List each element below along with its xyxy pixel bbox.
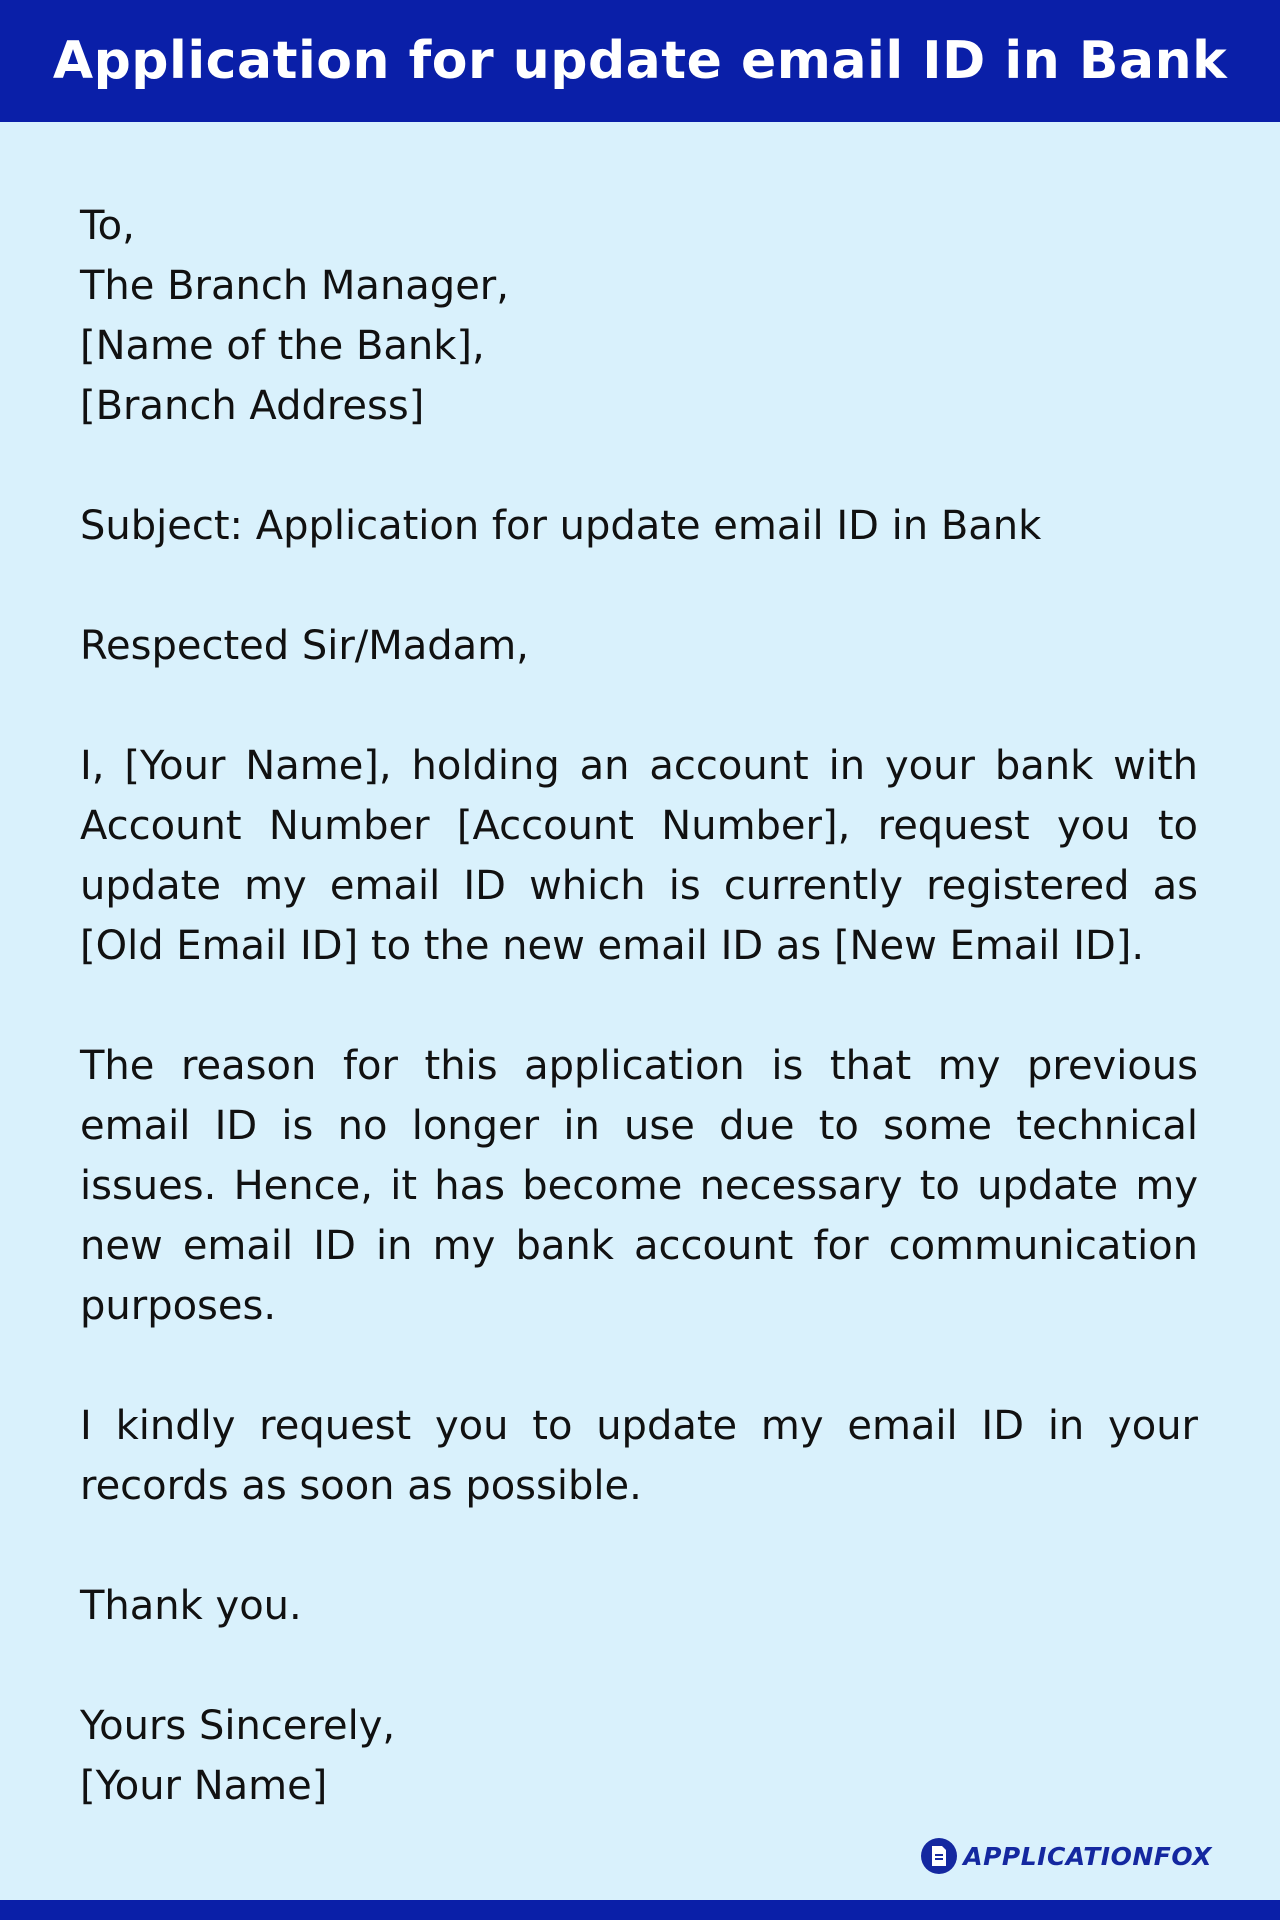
- letter-body: [80, 196, 1198, 1816]
- page-title: Application for update email ID in Bank: [52, 31, 1228, 91]
- brand-logo: [921, 1838, 1212, 1874]
- address-line: To,: [80, 203, 135, 249]
- address-line: [Name of the Bank],: [80, 323, 485, 369]
- footer-bar: [0, 1900, 1280, 1920]
- document-icon: [921, 1838, 957, 1874]
- thanks-line: Thank you.: [80, 1583, 302, 1629]
- header-banner: [0, 0, 1280, 122]
- brand-logo-text: APPLICATIONFOX: [963, 1841, 1212, 1871]
- address-line: [Branch Address]: [80, 383, 425, 429]
- closing-line: Yours Sincerely,: [80, 1703, 396, 1749]
- address-line: The Branch Manager,: [80, 263, 509, 309]
- paragraph-request: I, [Your Name], holding an account in your bank with Account Number [Account Number], request you to update my email ID which is currently registered as [Old Email ID] to the new email ID as [New Email ID].: [80, 743, 1198, 969]
- subject-line: Subject: Application for update email ID in Bank: [80, 503, 1042, 549]
- paragraph-closing-request: I kindly request you to update my email ID in your records as soon as possible.: [80, 1403, 1198, 1509]
- paragraph-reason: The reason for this application is that my previous email ID is no longer in use due to some technical issues. Hence, it has become necessary to update my new email ID in my bank account for communication purposes.: [80, 1043, 1198, 1329]
- salutation: Respected Sir/Madam,: [80, 623, 529, 669]
- signature-line: [Your Name]: [80, 1763, 328, 1809]
